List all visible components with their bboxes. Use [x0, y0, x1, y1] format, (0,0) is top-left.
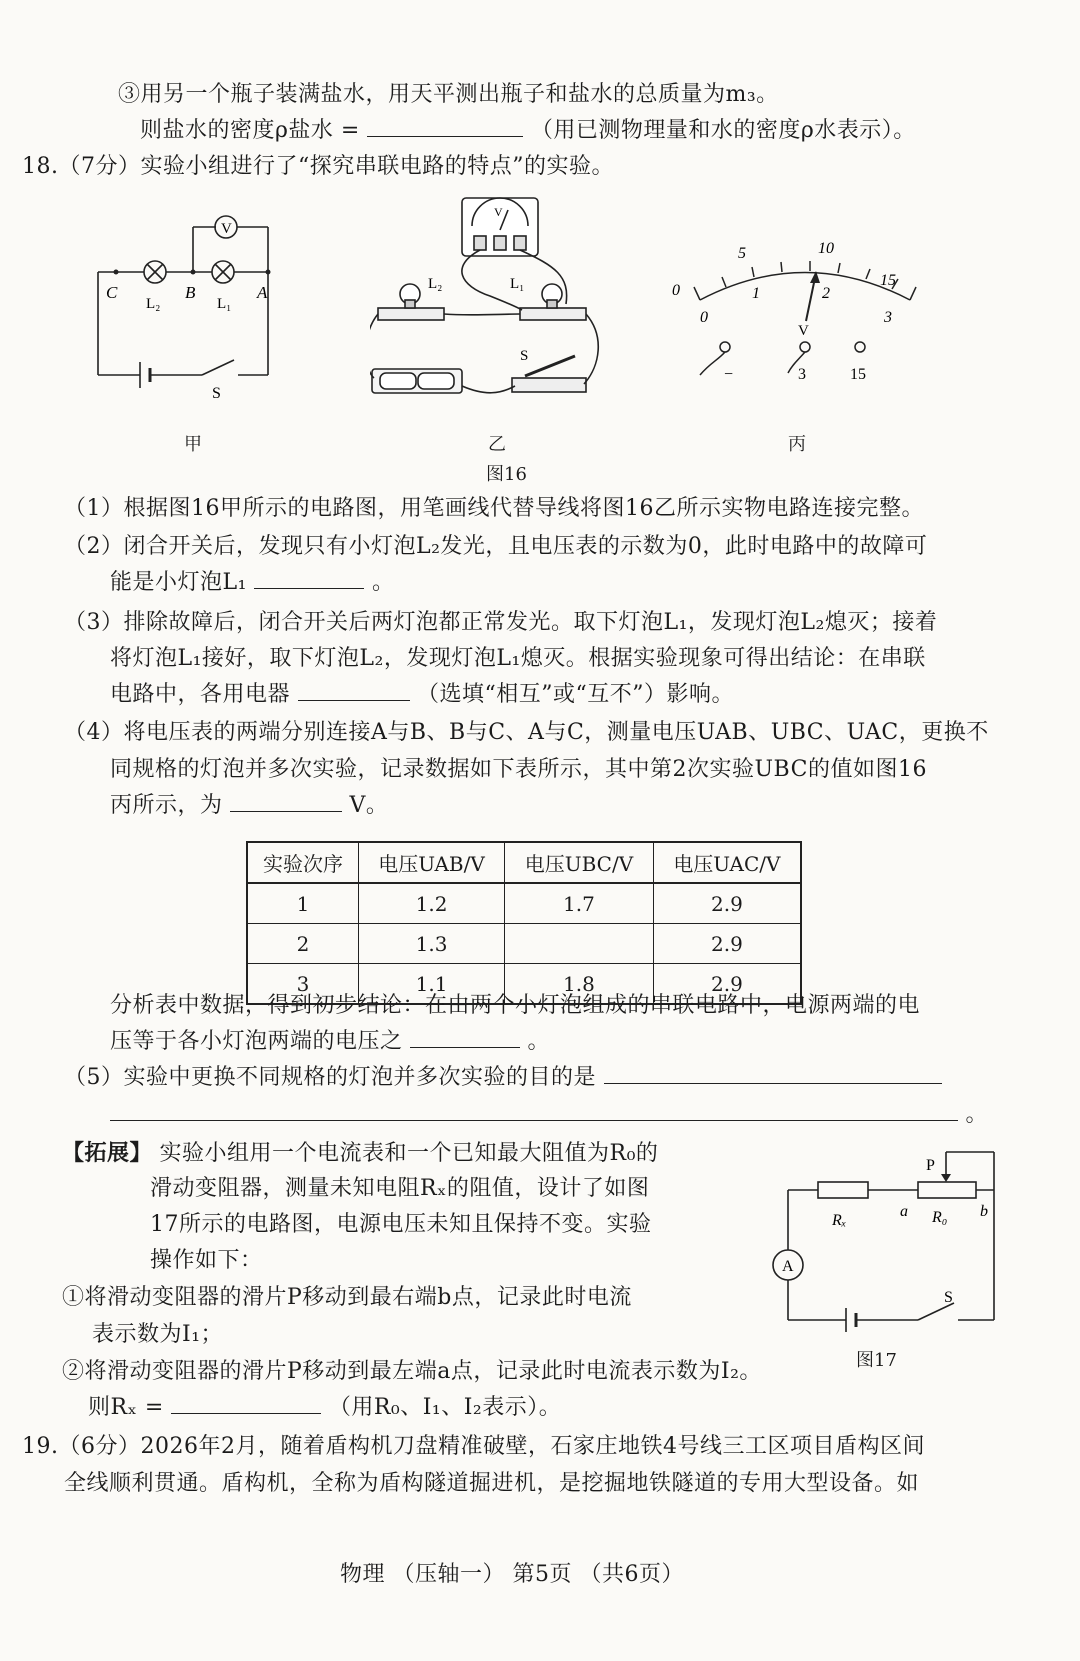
- table-cell: 1.7: [505, 883, 654, 924]
- extension-tag: 【拓展】: [62, 1140, 153, 1166]
- table-cell: 2: [247, 924, 358, 964]
- table-row: [247, 883, 801, 924]
- q18-p5-blank-1[interactable]: [604, 1063, 942, 1084]
- table-cell: 1.3: [358, 924, 504, 964]
- fig17-label-Rx: Rₓ: [832, 1212, 847, 1229]
- voltage-data-table: [246, 841, 802, 1005]
- fig16-bing-label: 丙: [788, 434, 806, 455]
- q18-p2-end: 。: [371, 570, 395, 595]
- jia-label-B: B: [185, 283, 196, 302]
- dial-bottom-3: 3: [884, 309, 892, 326]
- table-cell: 2.9: [653, 964, 801, 1005]
- q18-p5-end: 。: [965, 1102, 989, 1127]
- q18-p3-text: 电路中，各用电器: [110, 682, 291, 707]
- page-footer: 物理 （压轴一） 第5页 （共6页）: [340, 1562, 684, 1587]
- table-header-cell: 电压UBC/V: [505, 842, 654, 883]
- dial-top-15: 15: [880, 272, 896, 289]
- q18-analysis-end: 。: [527, 1029, 551, 1054]
- q18-p5-blank-2[interactable]: [110, 1100, 958, 1121]
- dial-terminal-3: 3: [798, 366, 806, 383]
- q18-p3-line3: [110, 680, 734, 710]
- table-cell: 2.9: [653, 924, 801, 964]
- q19-line2: 全线顺利贯通。盾构机，全称为盾构隧道掘进机，是挖掘地铁隧道的专用大型设备。如: [64, 1471, 920, 1496]
- extension-result-prefix: 则Rₓ =: [88, 1395, 164, 1420]
- extension-step2: ②将滑动变阻器的滑片P移动到最左端a点，记录此时电流表示数为I₂。: [62, 1359, 762, 1384]
- fig17-label-S: S: [944, 1289, 953, 1306]
- q18-analysis-line2: [110, 1027, 550, 1057]
- table-cell: 3: [247, 964, 358, 1005]
- dial-bottom-0: 0: [700, 309, 708, 326]
- dial-terminal-minus: −: [724, 366, 734, 383]
- q17-density-blank[interactable]: [367, 116, 523, 137]
- table-cell: 2.9: [653, 883, 801, 924]
- q18-p5-text: （5）实验中更换不同规格的灯泡并多次实验的目的是: [64, 1065, 596, 1090]
- table-cell: 1.2: [358, 883, 504, 924]
- extension-result-blank[interactable]: [171, 1393, 321, 1414]
- q18-p4-text: 丙所示，为: [110, 793, 223, 818]
- extension-line4: 操作如下：: [150, 1248, 263, 1273]
- dial-top-5: 5: [738, 245, 746, 262]
- jia-label-S: S: [212, 385, 221, 400]
- q18-p4-line1: （4）将电压表的两端分别连接A与B、B与C、A与C，测量电压UAB、UBC、UAC，更换不: [64, 720, 989, 745]
- q19-line1: 19.（6分）2026年2月，随着盾构机刀盘精准破壁，石家庄地铁4号线三工区项目盾构区间: [22, 1434, 925, 1459]
- q18-p5-line2: [110, 1100, 988, 1130]
- extension-result: [88, 1393, 561, 1423]
- q18-analysis-line1: 分析表中数据，得到初步结论：在由两个小灯泡组成的串联电路中，电源两端的电: [110, 993, 921, 1018]
- dial-top-0: 0: [672, 282, 680, 299]
- fig16-caption: 图16: [486, 464, 527, 485]
- dial-terminal-15: 15: [850, 366, 866, 383]
- q18-p3-line2: 将灯泡L₁接好，取下灯泡L₂，发现灯泡L₁熄灭。根据实验现象可得出结论：在串联: [110, 646, 926, 671]
- fig17-ammeter-label: A: [782, 1258, 794, 1275]
- q18-p4-unit: V。: [349, 793, 389, 818]
- table-header-row: [247, 842, 801, 883]
- fig17-label-a: a: [900, 1203, 908, 1220]
- dial-unit-V: V: [798, 323, 809, 339]
- q17-density-suffix: （用已测物理量和水的密度ρ水表示）。: [530, 118, 916, 143]
- extension-line3: 17所示的电路图，电源电压未知且保持不变。实验: [150, 1212, 652, 1237]
- fig17-label-b: b: [980, 1203, 988, 1220]
- jia-voltmeter-label: V: [221, 221, 232, 237]
- dial-top-10: 10: [818, 240, 834, 257]
- q18-p4-blank[interactable]: [230, 791, 342, 812]
- table-header-cell: 实验次序: [247, 842, 358, 883]
- extension-step1-line1: ①将滑动变阻器的滑片P移动到最右端b点，记录此时电流: [62, 1285, 632, 1310]
- q18-p1: （1）根据图16甲所示的电路图，用笔画线代替导线将图16乙所示实物电路连接完整。: [64, 496, 924, 521]
- fig17-label-P: P: [926, 1157, 935, 1174]
- q18-p2-line1: （2）闭合开关后，发现只有小灯泡L₂发光，且电压表的示数为0，此时电路中的故障可: [64, 534, 928, 559]
- yi-voltmeter-label: V: [494, 205, 503, 219]
- fig16-yi-physical-circuit: [370, 196, 630, 421]
- q18-p2-blank[interactable]: [254, 568, 364, 589]
- extension-step1-line2: 表示数为I₁；: [92, 1322, 224, 1347]
- fig17-circuit-diagram: [768, 1150, 1018, 1335]
- fig16-jia-label: 甲: [184, 434, 202, 455]
- extension-line1: [62, 1138, 658, 1169]
- dial-bottom-2: 2: [822, 285, 830, 302]
- q18-p2-line2: [110, 568, 394, 598]
- q18-p4-line2: 同规格的灯泡并多次实验，记录数据如下表所示，其中第2次实验UBC的值如图16: [110, 757, 927, 782]
- jia-label-C: C: [106, 283, 118, 302]
- q17-density-prefix: 则盐水的密度ρ盐水 =: [140, 118, 360, 143]
- extension-intro-1: 实验小组用一个电流表和一个已知最大阻值为R₀的: [159, 1141, 659, 1166]
- q17-density-line: [140, 116, 916, 146]
- q18-p4-line3: [110, 791, 388, 821]
- table-cell: 1.8: [505, 964, 654, 1005]
- q18-p3-end: （选填“相互”或“互不”）影响。: [417, 682, 735, 707]
- table-header-cell: 电压UAC/V: [653, 842, 801, 883]
- table-header-cell: 电压UAB/V: [358, 842, 504, 883]
- table-cell: 1.1: [358, 964, 504, 1005]
- yi-label-L2: L₂: [428, 276, 443, 292]
- q17-step3: ③用另一个瓶子装满盐水，用天平测出瓶子和盐水的总质量为m₃。: [118, 82, 779, 107]
- yi-label-L1: L₁: [510, 276, 525, 292]
- table-cell-empty[interactable]: [505, 924, 654, 964]
- fig17-label-R0: R₀: [932, 1209, 948, 1226]
- extension-result-suffix: （用R₀、I₁、I₂表示）。: [328, 1395, 562, 1420]
- yi-label-S: S: [520, 348, 529, 364]
- fig17-caption: 图17: [856, 1350, 897, 1371]
- q18-p3-line1: （3）排除故障后，闭合开关后两灯泡都正常发光。取下灯泡L₁，发现灯泡L₂熄灭；接着: [64, 610, 938, 635]
- jia-label-A: A: [257, 283, 268, 302]
- jia-label-L1: L₁: [217, 296, 232, 312]
- q18-analysis-text: 压等于各小灯泡两端的电压之: [110, 1029, 403, 1054]
- fig16-bing-voltmeter-dial: [670, 225, 940, 400]
- fig16-yi-label: 乙: [488, 434, 506, 455]
- q18-p3-blank[interactable]: [298, 680, 410, 701]
- dial-bottom-1: 1: [752, 285, 760, 302]
- extension-line2: 滑动变阻器，测量未知电阻Rₓ的阻值，设计了如图: [150, 1176, 650, 1201]
- jia-label-L2: L₂: [146, 296, 161, 312]
- fig16-jia-circuit-diagram: [92, 210, 292, 400]
- table-row: [247, 924, 801, 964]
- q18-p2-text: 能是小灯泡L₁: [110, 570, 247, 595]
- q18-p5: [64, 1063, 942, 1093]
- table-cell: 1: [247, 883, 358, 924]
- q18-analysis-blank[interactable]: [410, 1027, 520, 1048]
- q18-header: 18.（7分）实验小组进行了“探究串联电路的特点”的实验。: [22, 154, 614, 179]
